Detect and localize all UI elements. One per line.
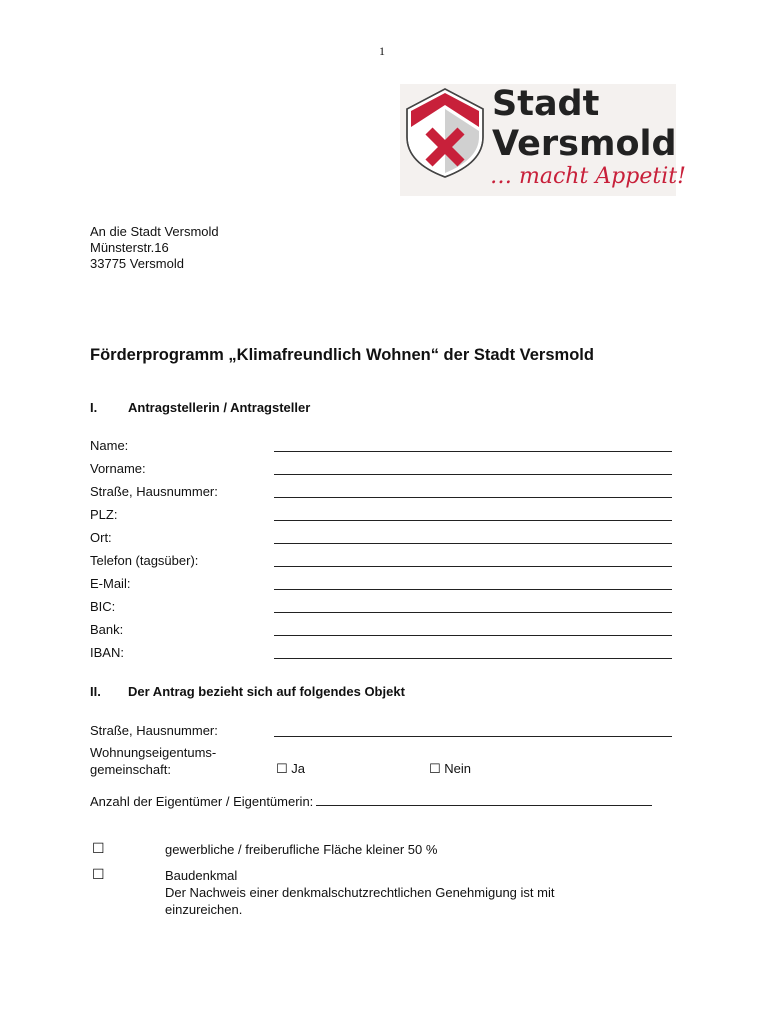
checkbox-icon[interactable]: ☐ [92,866,105,882]
field-strasse[interactable] [90,484,672,504]
check-label-monument [165,867,554,918]
logo-line-stadt: Stadt [492,84,600,124]
fill-line[interactable] [274,736,672,737]
field-label: E-Mail: [90,576,131,591]
weg-label [90,744,216,778]
field-ort[interactable] [90,530,672,550]
coat-of-arms-icon [403,87,487,179]
field-label: Bank: [90,622,124,637]
fill-line[interactable] [274,658,672,659]
field-label: BIC: [90,599,116,614]
field-object-strasse[interactable] [90,723,672,743]
section-title: Der Antrag bezieht sich auf folgendes Objekt [128,684,405,699]
field-bank[interactable] [90,622,672,642]
field-owner-count[interactable] [90,793,652,809]
document-title: Förderprogramm „Klimafreundlich Wohnen“ der Stadt Versmold [90,346,594,364]
monument-title: Baudenkmal [165,868,238,883]
option-label: Nein [444,761,472,776]
fill-line[interactable] [274,497,672,498]
field-label: Straße, Hausnummer: [90,723,218,738]
address-line: An die Stadt Versmold [90,224,219,239]
weg-label-line: gemeinschaft: [90,762,171,777]
weg-label-line: Wohnungseigentums- [90,745,217,760]
field-telefon[interactable] [90,553,672,573]
logo-slogan: … macht Appetit! [490,164,686,189]
fill-line[interactable] [274,474,672,475]
field-label: Telefon (tagsüber): [90,553,199,568]
section-heading-2 [90,684,405,699]
field-label: Name: [90,438,129,453]
checkbox-icon[interactable]: ☐ [429,761,441,776]
field-label: Ort: [90,530,112,545]
field-label: PLZ: [90,507,118,522]
field-name[interactable] [90,438,672,458]
fill-line[interactable] [274,520,672,521]
checkbox-icon[interactable]: ☐ [92,840,105,856]
fill-line[interactable] [316,793,652,806]
field-label: Straße, Hausnummer: [90,484,218,499]
fill-line[interactable] [274,566,672,567]
field-label: IBAN: [90,645,124,660]
section-title: Antragstellerin / Antragsteller [128,400,311,415]
city-logo [400,84,686,196]
fill-line[interactable] [274,543,672,544]
section-number: II. [90,684,101,699]
fill-line[interactable] [274,451,672,452]
option-nein[interactable] [429,761,471,777]
field-plz[interactable] [90,507,672,527]
checkbox-icon[interactable]: ☐ [276,761,288,776]
field-label: Anzahl der Eigentümer / Eigentümerin: [90,794,314,809]
section-heading-1 [90,400,310,415]
fill-line[interactable] [274,635,672,636]
fill-line[interactable] [274,589,672,590]
page-number: 1 [379,44,385,58]
field-bic[interactable] [90,599,672,619]
field-email[interactable] [90,576,672,596]
fill-line[interactable] [274,612,672,613]
address-line: Münsterstr.16 [90,240,169,255]
recipient-address [90,224,219,272]
field-iban[interactable] [90,645,672,665]
address-line: 33775 Versmold [90,256,184,271]
monument-note-line: Der Nachweis einer denkmalschutzrechtlichen Genehmigung ist mit [165,885,555,900]
section-number: I. [90,400,98,415]
option-label: Ja [291,761,306,776]
field-vorname[interactable] [90,461,672,481]
monument-note-line: einzureichen. [165,902,243,917]
logo-line-versmold: Versmold [492,124,677,164]
field-label: Vorname: [90,461,146,476]
option-ja[interactable] [276,761,305,777]
check-label-commercial: gewerbliche / freiberufliche Fläche kleiner 50 % [165,842,438,857]
